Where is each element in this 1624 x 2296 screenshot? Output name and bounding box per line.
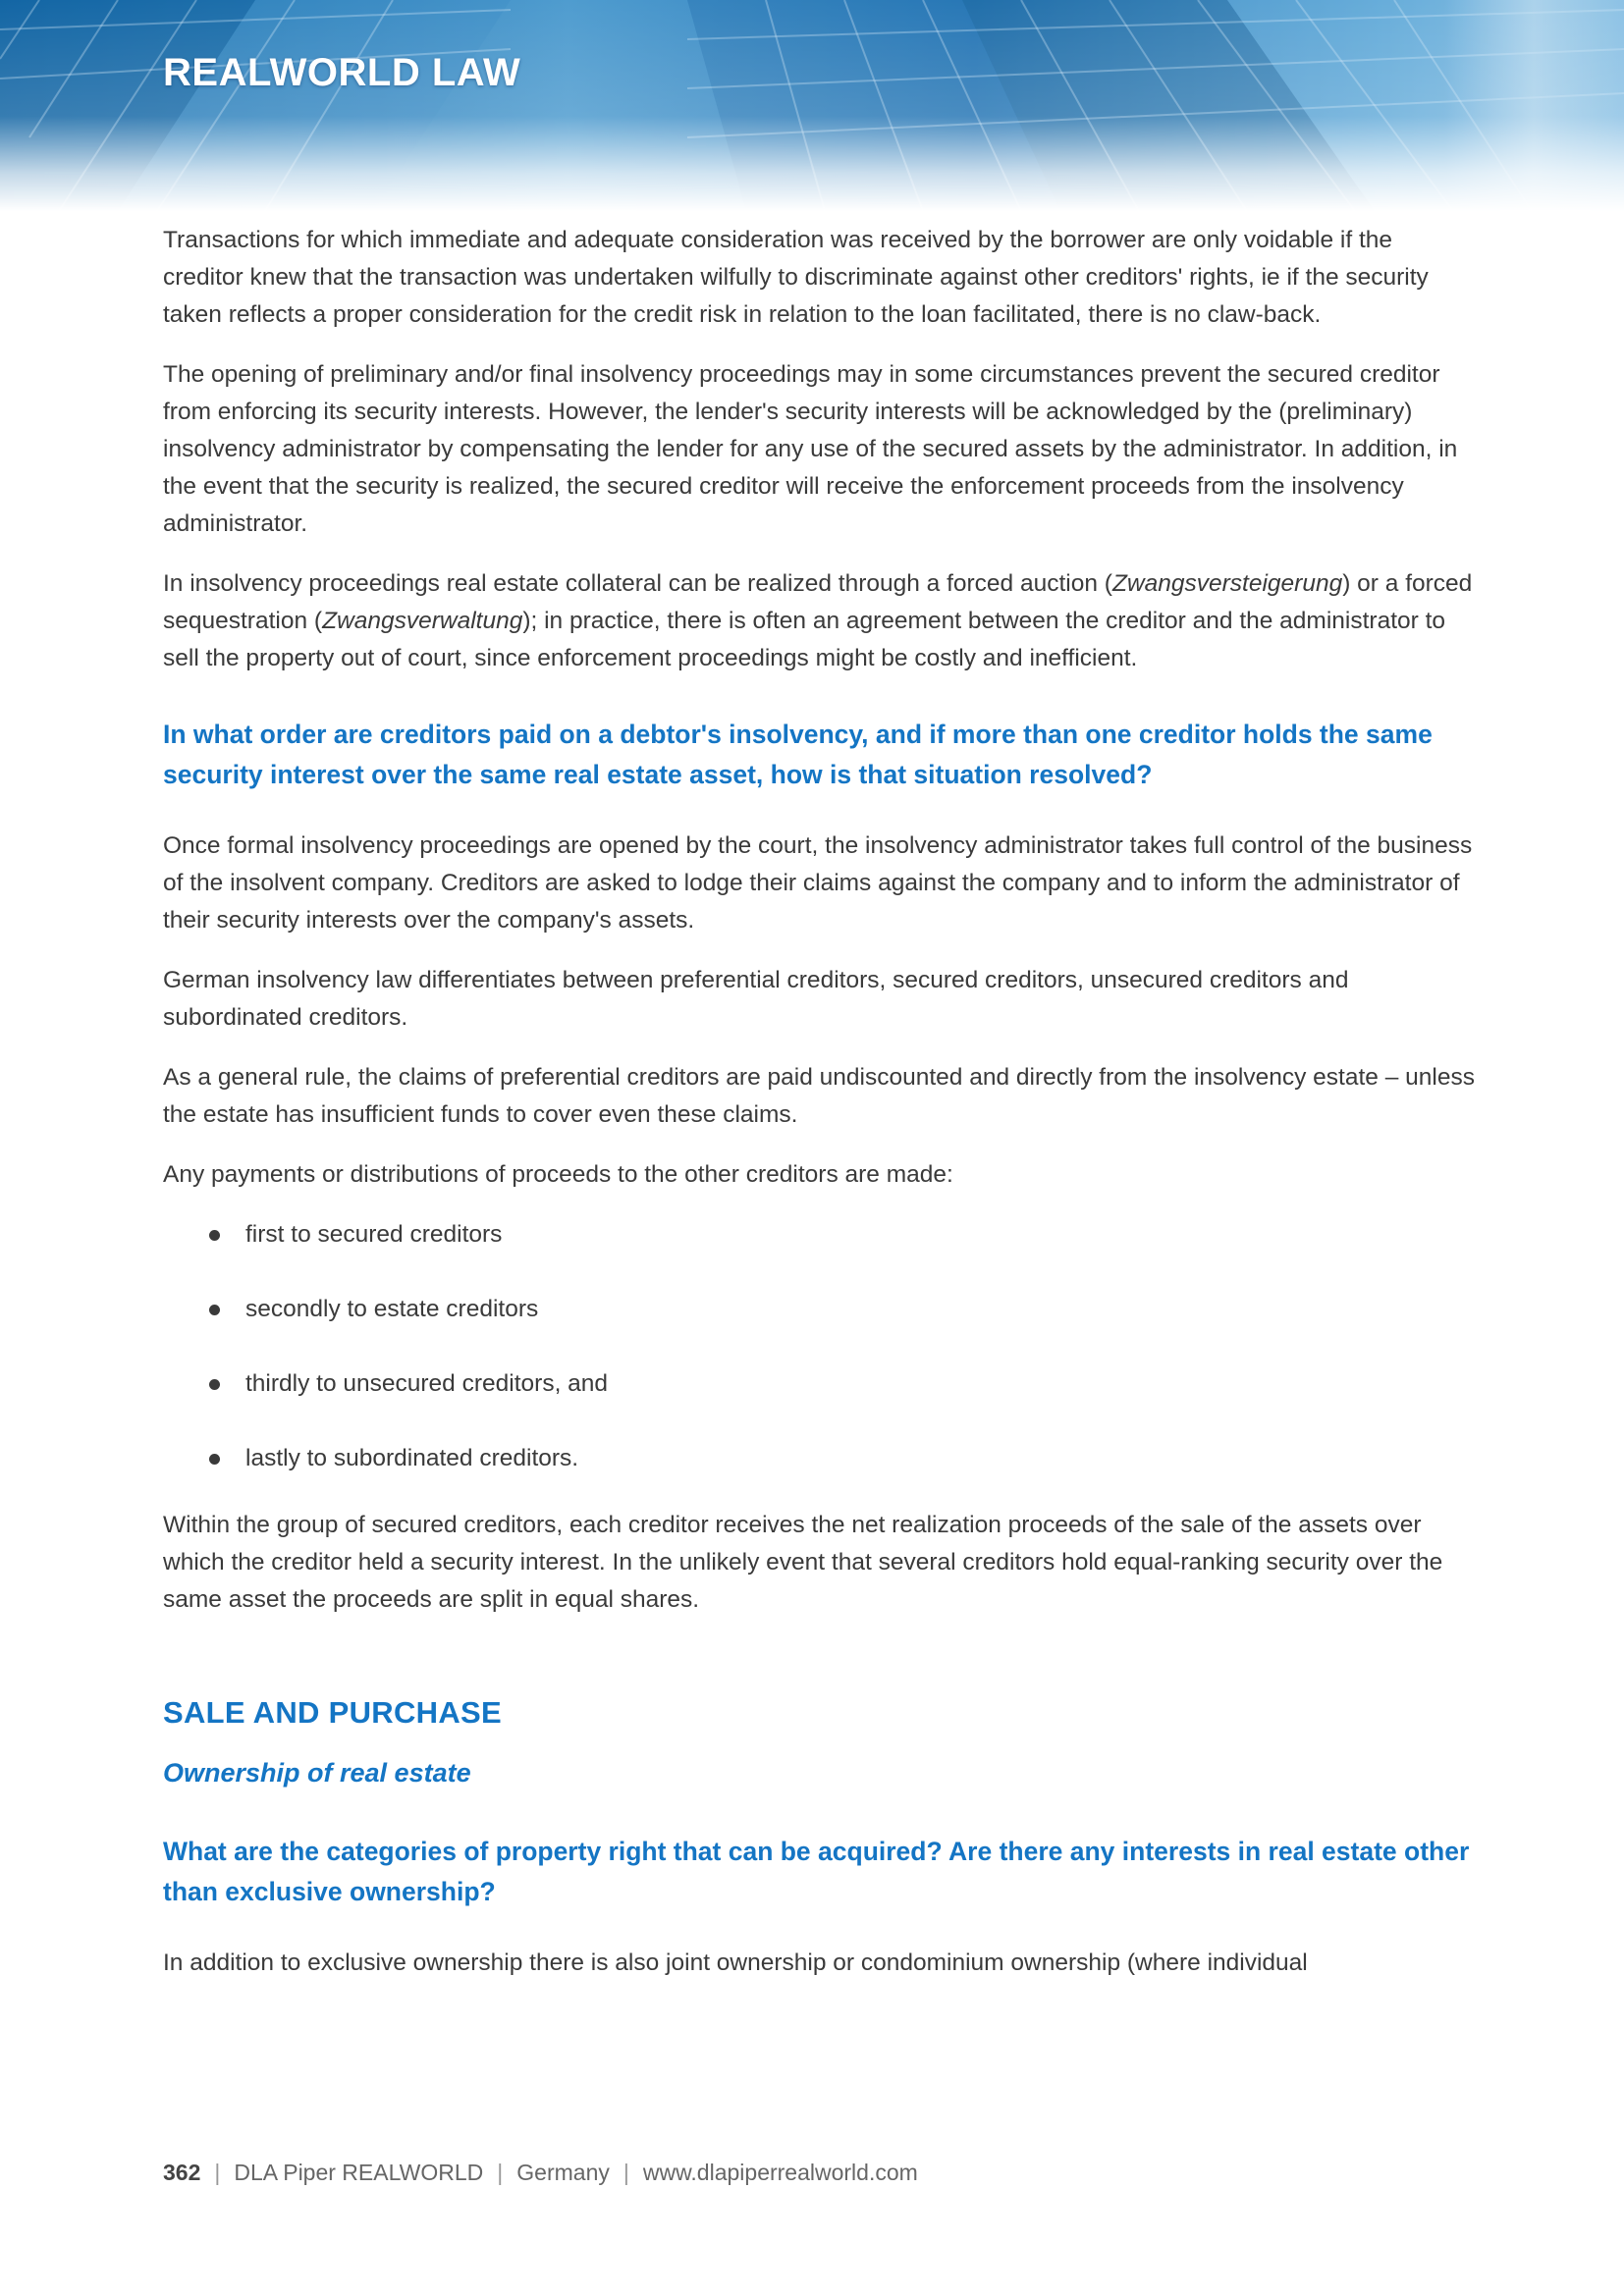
sub-heading-ownership: Ownership of real estate bbox=[163, 1758, 471, 1788]
distribution-order-list bbox=[163, 1216, 1479, 1477]
list-item bbox=[163, 1440, 1479, 1477]
page-footer bbox=[163, 2160, 918, 2186]
list-item bbox=[163, 1365, 1479, 1403]
page-number: 362 bbox=[163, 2160, 201, 2185]
p3-part2: ) or a forced sequestration ( bbox=[163, 570, 1473, 634]
bullet-icon bbox=[209, 1454, 220, 1465]
main-content bbox=[163, 222, 1479, 2004]
footer-separator: | bbox=[214, 2160, 221, 2185]
list-item-text: thirdly to unsecured creditors, and bbox=[245, 1370, 609, 1397]
footer-separator: | bbox=[497, 2160, 504, 2185]
question-creditor-order: In what order are creditors paid on a debtor's insolvency, and if more than one creditor holds the same security interest over the same real estate asset, how is that situation resolved? bbox=[163, 720, 1433, 789]
footer-website-link[interactable]: www.dlapiperrealworld.com bbox=[642, 2160, 918, 2185]
bullet-icon bbox=[209, 1230, 220, 1241]
paragraph-formal-proceedings: Once formal insolvency proceedings are opened by the court, the insolvency administrator takes full control of the business of the insolvent company. Creditors are asked to lodge their claims against the company and to inform the administrator of their security interests over the company's assets. bbox=[163, 832, 1473, 934]
paragraph-secured-group: Within the group of secured creditors, each creditor receives the net realization proceeds of the sale of the assets over which the creditor held a security interest. In the unlikely event that several creditors hold equal-ranking security over the same asset the proceeds are split in equal shares. bbox=[163, 1512, 1443, 1613]
list-item-text: secondly to estate creditors bbox=[245, 1296, 539, 1322]
paragraph-joint-ownership: In addition to exclusive ownership there is also joint ownership or condominium ownership (where individual bbox=[163, 1949, 1308, 1976]
footer-separator: | bbox=[623, 2160, 629, 2185]
question-property-rights: What are the categories of property right that can be acquired? Are there any interests in real estate other than exclusive ownership? bbox=[163, 1837, 1470, 1906]
paragraph-preferential-creditors: As a general rule, the claims of preferential creditors are paid undiscounted and directly from the insolvency estate – unless the estate has insufficient funds to cover even these claims. bbox=[163, 1064, 1475, 1128]
paragraph-creditor-types: German insolvency law differentiates between preferential creditors, secured creditors, unsecured creditors and subordinated creditors. bbox=[163, 967, 1349, 1031]
list-item bbox=[163, 1216, 1479, 1254]
list-item-text: lastly to subordinated creditors. bbox=[245, 1445, 579, 1471]
bullet-icon bbox=[209, 1379, 220, 1390]
bullet-icon bbox=[209, 1305, 220, 1315]
term-zwangsversteigerung: Zwangsversteigerung bbox=[1111, 570, 1343, 597]
section-heading-sale-purchase: SALE AND PURCHASE bbox=[163, 1695, 502, 1730]
banner-title: REALWORLD LAW bbox=[163, 51, 521, 94]
footer-publisher: DLA Piper REALWORLD bbox=[234, 2160, 484, 2185]
building-glass-background bbox=[0, 0, 1624, 211]
p3-part3: ); in practice, there is often an agreement between the creditor and the administrator to sell the property out of court, since enforcement proceedings might be costly and inefficient. bbox=[163, 608, 1446, 671]
p3-part1: In insolvency proceedings real estate collateral can be realized through a forced auction ( bbox=[163, 570, 1112, 597]
paragraph-preliminary-insolvency: The opening of preliminary and/or final insolvency proceedings may in some circumstances prevent the secured creditor from enforcing its security interests. However, the lender's security interests will be acknowledged by the (preliminary) insolvency administrator by compensating the lender for any use of the secured assets by the administrator. In addition, in the event that the security is realized, the secured creditor will receive the enforcement proceeds from the insolvency administrator. bbox=[163, 361, 1458, 537]
paragraph-claw-back: Transactions for which immediate and adequate consideration was received by the borrower are only voidable if the creditor knew that the transaction was undertaken wilfully to discriminate against other creditors' rights, ie if the security taken reflects a proper consideration for the credit risk in relation to the loan facilitated, there is no claw-back. bbox=[163, 227, 1429, 328]
list-item-text: first to secured creditors bbox=[245, 1221, 503, 1248]
paragraph-distribution-intro: Any payments or distributions of proceeds to the other creditors are made: bbox=[163, 1161, 953, 1188]
paragraph-real-estate-collateral bbox=[163, 565, 1479, 677]
term-zwangsverwaltung: Zwangsverwaltung bbox=[322, 608, 523, 634]
list-item bbox=[163, 1291, 1479, 1328]
footer-country: Germany bbox=[516, 2160, 610, 2185]
header-banner bbox=[0, 0, 1624, 211]
